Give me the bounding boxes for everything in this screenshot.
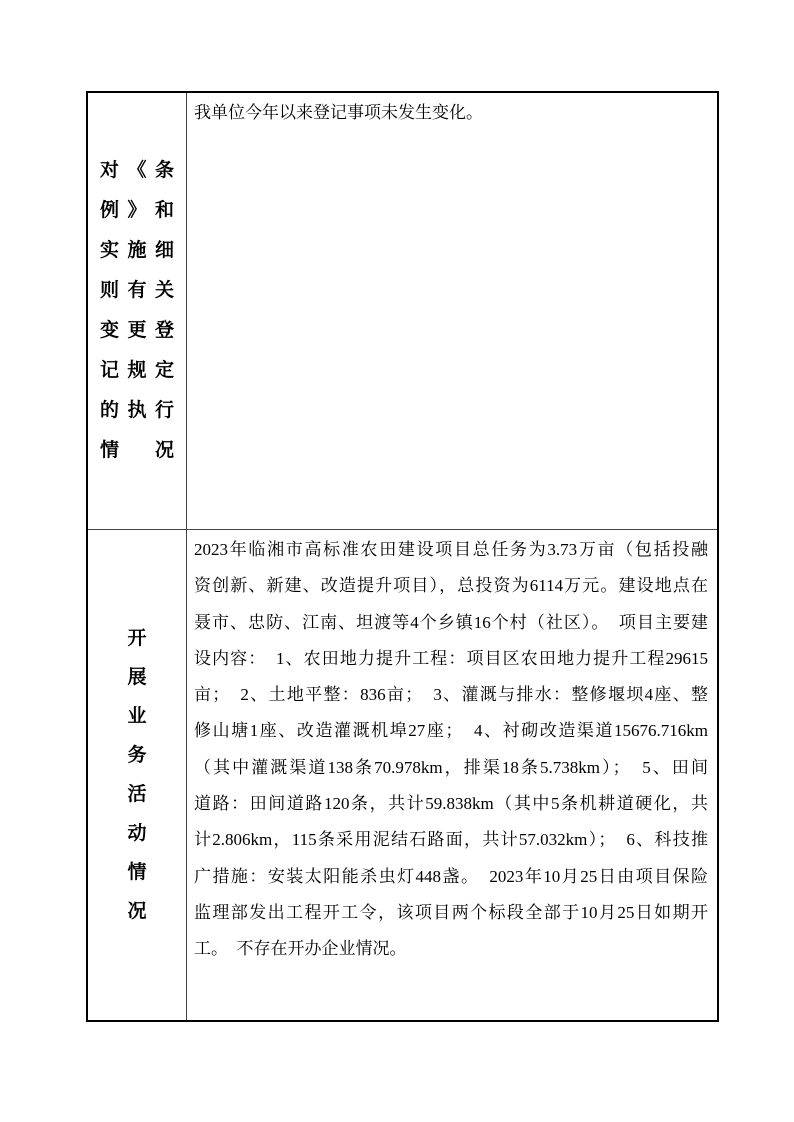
text-line: 道路：田间道路120条，共计59.838km（其中5条机耕道硬化，共 xyxy=(194,794,708,814)
text-line: 对《条 xyxy=(100,160,174,181)
text-line: 开 xyxy=(127,628,147,649)
text-line: 活 xyxy=(127,784,147,805)
text-line: 况 xyxy=(127,901,147,922)
regulation-compliance-label xyxy=(100,151,174,471)
text-line: 我单位今年以来登记事项未发生变化。 xyxy=(194,103,483,122)
cell-business-activities-content xyxy=(187,530,717,1020)
text-line: 情 xyxy=(127,862,147,883)
text-line: 监理部发出工程开工令，该项目两个标段全部于10月25日如期开 xyxy=(194,902,708,922)
text-line: 业 xyxy=(127,706,147,727)
row-label-business-activities xyxy=(88,530,187,1020)
text-line: 展 xyxy=(127,667,147,688)
text-line: 设内容： 1、农田地力提升工程：项目区农田地力提升工程29615 xyxy=(194,648,708,668)
text-line: 务 xyxy=(127,745,147,766)
text-line: 广措施：安装太阳能杀虫灯448盏。 2023年10月25日由项目保险 xyxy=(194,866,708,886)
text-line: 则有关 xyxy=(100,280,174,301)
text-line: （其中灌溉渠道138条70.978km，排渠18条5.738km）； 5、田间 xyxy=(194,757,708,777)
text-line: 亩； 2、土地平整：836亩； 3、灌溉与排水：整修堰坝4座、整 xyxy=(194,685,708,705)
text-line: 情 况 xyxy=(100,440,174,461)
text-line: 例》和 xyxy=(100,200,174,221)
text-line: 聂市、忠防、江南、坦渡等4个乡镇16个村（社区）。 项目主要建 xyxy=(194,612,708,632)
text-line: 资创新、新建、改造提升项目），总投资为6114万元。建设地点在 xyxy=(194,576,708,596)
text-line: 修山塘1座、改造灌溉机埠27座； 4、衬砌改造渠道15676.716km xyxy=(194,721,708,741)
text-line: 的执行 xyxy=(100,400,174,421)
regulation-compliance-text xyxy=(194,95,708,131)
text-line: 计2.806km，115条采用泥结石路面，共计57.032km）； 6、科技推 xyxy=(194,830,708,850)
text-line: 工。 不存在开办企业情况。 xyxy=(194,939,407,959)
text-line: 动 xyxy=(127,823,147,844)
row-label-regulation-compliance xyxy=(88,93,187,530)
business-activities-label xyxy=(100,619,174,931)
annual-report-form-table xyxy=(86,91,719,1022)
text-line: 实施细 xyxy=(100,240,174,261)
text-line: 2023年临湘市高标准农田建设项目总任务为3.73万亩（包括投融 xyxy=(194,540,708,559)
cell-regulation-compliance-content xyxy=(187,93,717,530)
business-activities-text xyxy=(194,532,708,968)
text-line: 记规定 xyxy=(100,360,174,381)
text-line: 变更登 xyxy=(100,320,174,341)
